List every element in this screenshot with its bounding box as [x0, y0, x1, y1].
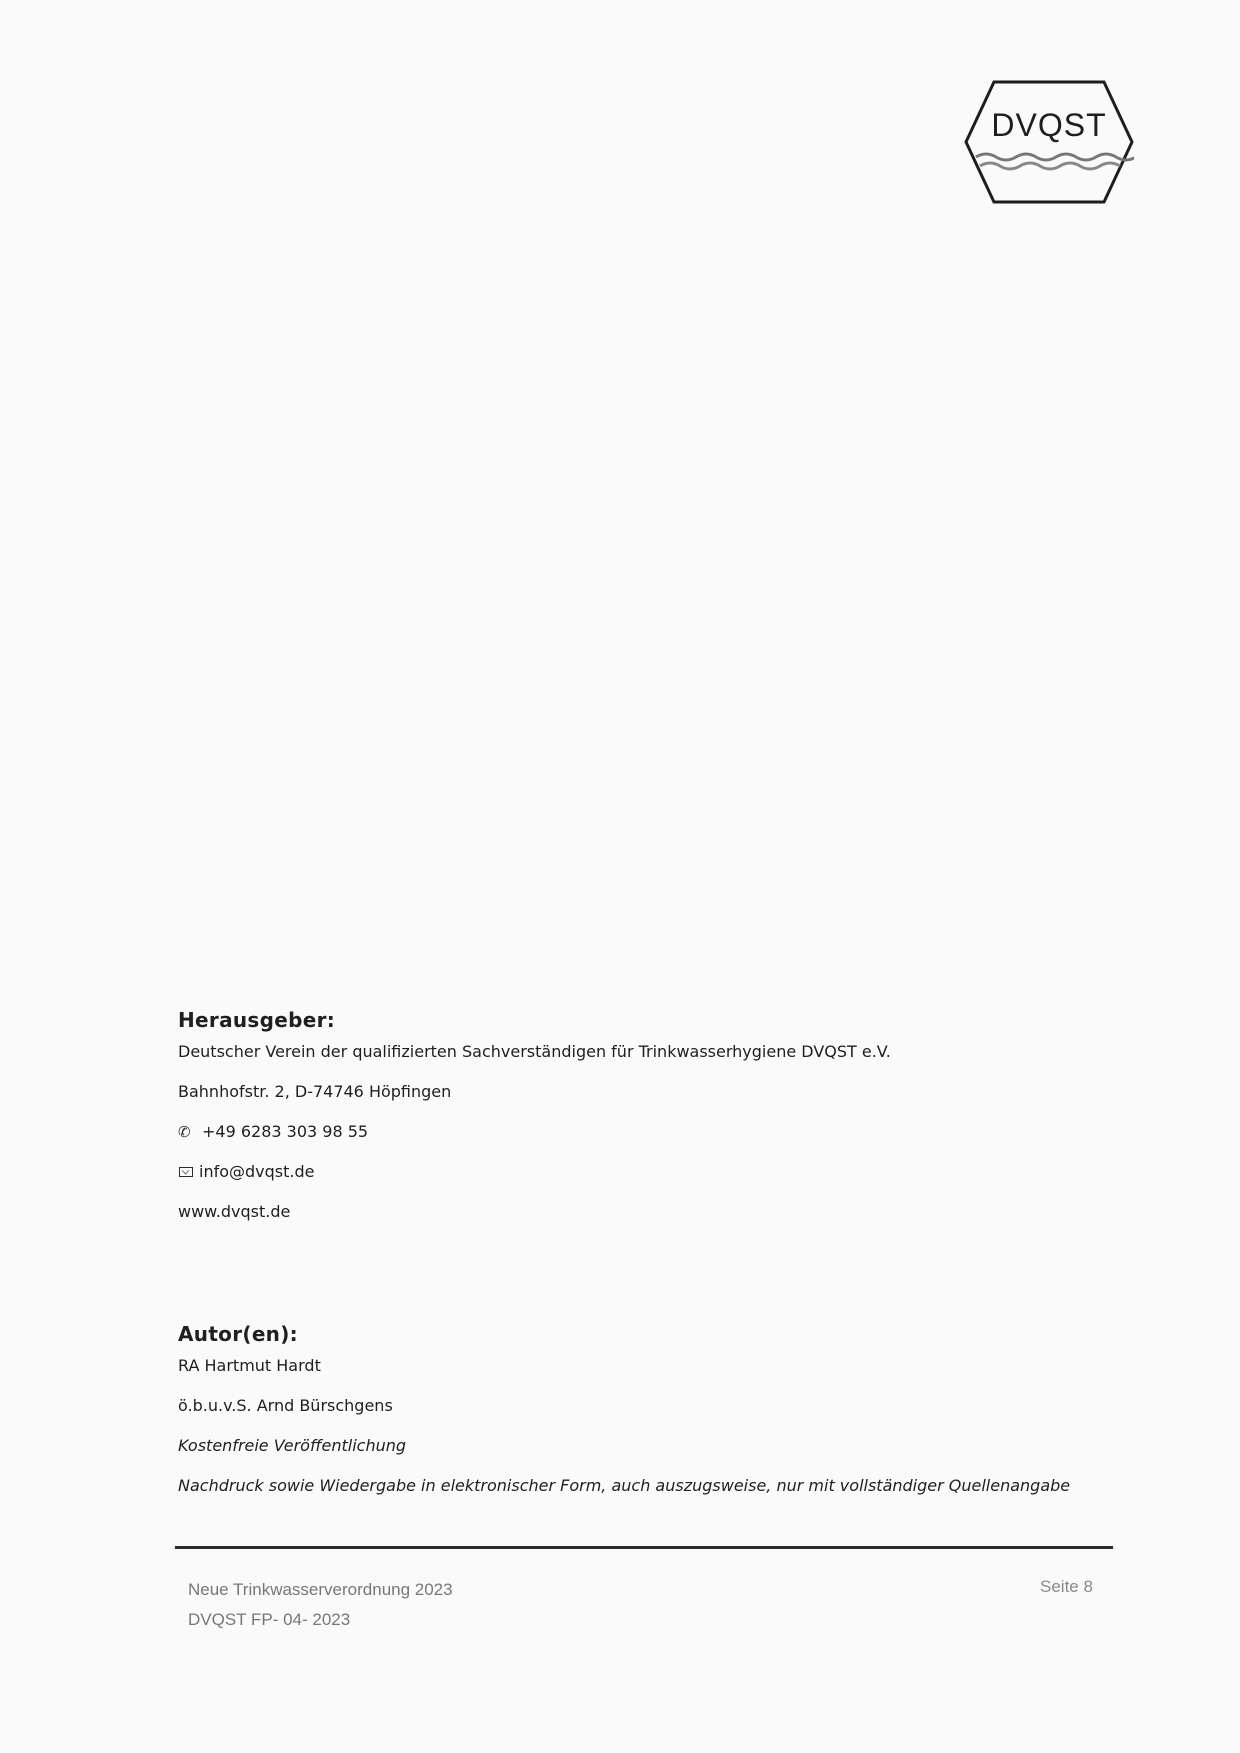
publisher-section	[178, 1008, 891, 1240]
author-name: ö.b.u.v.S. Arnd Bürschgens	[178, 1396, 393, 1415]
publisher-address: Bahnhofstr. 2, D-74746 Höpfingen	[178, 1082, 452, 1101]
dvqst-logo	[964, 80, 1134, 204]
mail-icon	[179, 1167, 193, 1177]
author-name: RA Hartmut Hardt	[178, 1356, 321, 1375]
reprint-note: Nachdruck sowie Wiedergabe in elektronischer Form, auch auszugsweise, nur mit vollständiger Quellenangabe	[178, 1476, 1071, 1495]
footer-left	[188, 1575, 453, 1635]
footer-title: Neue Trinkwasserverordnung 2023	[188, 1580, 453, 1599]
phone-icon: ✆	[178, 1123, 191, 1141]
page-number: Seite 8	[1040, 1577, 1093, 1596]
publisher-phone: ✆ +49 6283 303 98 55	[178, 1120, 891, 1160]
publisher-heading: Herausgeber:	[178, 1008, 336, 1032]
water-drop-hexagon-logo-icon	[964, 80, 1134, 204]
authors-heading: Autor(en):	[178, 1322, 298, 1346]
publisher-email	[178, 1160, 891, 1200]
footer-code: DVQST FP- 04- 2023	[188, 1610, 351, 1629]
email-link[interactable]: info@dvqst.de	[199, 1162, 315, 1181]
publisher-organization: Deutscher Verein der qualifizierten Sachverständigen für Trinkwasserhygiene DVQST e.V.	[178, 1042, 891, 1061]
authors-section	[178, 1322, 1070, 1514]
free-publication-note: Kostenfreie Veröffentlichung	[178, 1436, 407, 1455]
logo-text: DVQST	[991, 107, 1107, 143]
website-link[interactable]: www.dvqst.de	[178, 1202, 291, 1221]
publisher-website	[178, 1200, 891, 1240]
footer-divider	[175, 1546, 1113, 1549]
